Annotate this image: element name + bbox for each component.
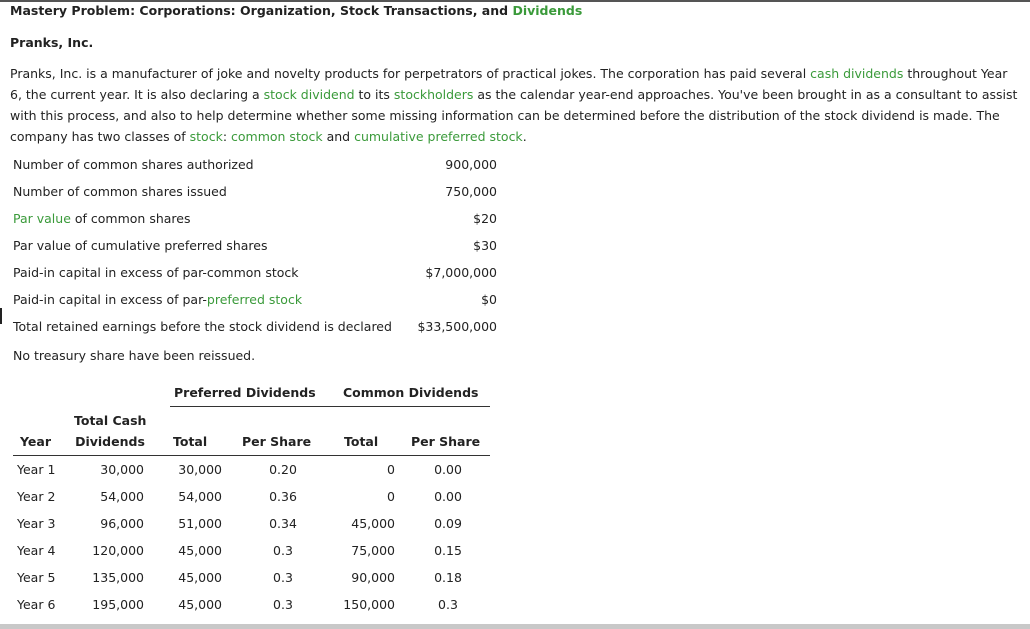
fact-value: $33,500,000 [417,319,497,334]
cumulative-preferred-stock-link[interactable]: cumulative preferred stock [354,129,523,144]
fact-label: Total retained earnings before the stock dividend is declared [13,319,392,334]
left-edge-marker [0,308,2,324]
preferred-per-share-cell: 0.36 [269,489,297,504]
intro-text-5: : [222,129,232,144]
preferred-per-share-cell: 0.20 [269,462,297,477]
common-total-cell: 0 [387,462,395,477]
total-cash-cell: 120,000 [92,543,144,558]
fact-row [13,292,499,319]
fact-label [13,292,302,307]
common-per-share-cell: 0.09 [434,516,462,531]
total-cash-header-line1: Total Cash [74,413,147,428]
intro-text-6: and [322,129,355,144]
common-total-cell: 0 [387,489,395,504]
preferred-per-share-cell: 0.3 [273,570,293,585]
page-title [10,3,582,18]
common-per-share-header: Per Share [411,434,481,449]
stockholders-link[interactable]: stockholders [393,87,474,102]
preferred-total-cell: 30,000 [178,462,222,477]
table-row [0,543,1030,563]
par-value-link[interactable]: Par value [13,211,71,226]
column-header-rule [13,455,490,456]
preferred-total-cell: 45,000 [178,570,222,585]
fact-label-rest: of common shares [70,211,191,226]
fact-label-prefix: Paid-in capital in excess of par- [13,292,207,307]
fact-label: Number of common shares issued [13,184,227,199]
table-row [0,489,1030,509]
preferred-per-share-cell: 0.3 [273,543,293,558]
preferred-total-cell: 45,000 [178,597,222,612]
total-cash-header-line2: Dividends [75,434,145,449]
common-per-share-cell: 0.15 [434,543,462,558]
preferred-total-cell: 54,000 [178,489,222,504]
year-cell: Year 5 [17,570,56,585]
fact-row [13,211,499,238]
fact-value: $20 [473,211,497,226]
common-per-share-cell: 0.18 [434,570,462,585]
preferred-total-cell: 51,000 [178,516,222,531]
table-row [0,570,1030,590]
intro-text-1: Pranks, Inc. is a manufacturer of joke and novelty products for perpetrators of practical jokes. The corporation has paid several [10,66,811,81]
cash-dividends-link[interactable]: cash dividends [810,66,904,81]
total-cash-cell: 30,000 [100,462,144,477]
total-cash-cell: 195,000 [92,597,144,612]
fact-value: $7,000,000 [425,265,497,280]
fact-label [13,211,190,226]
table-row [0,516,1030,536]
intro-text-4: as the calendar year-end approaches. You've been brought in as a consultant to assist with this process, and also to help determine whether some missing information can be determined before the distribution of the stock dividend is made. The company has two classes of [10,87,1018,144]
fact-value: $30 [473,238,497,253]
intro-text-2: throughout Year 6, the current year. It is also declaring a [10,66,1008,102]
dividends-link[interactable]: Dividends [512,3,583,18]
preferred-per-share-cell: 0.3 [273,597,293,612]
table-row [0,597,1030,617]
common-stock-link[interactable]: common stock [231,129,323,144]
stock-dividend-link[interactable]: stock dividend [263,87,355,102]
total-cash-cell: 135,000 [92,570,144,585]
preferred-dividends-header: Preferred Dividends [174,385,316,400]
top-border [0,0,1030,2]
group-header-rule [170,406,490,407]
fact-value: 750,000 [445,184,497,199]
fact-label: Paid-in capital in excess of par-common stock [13,265,299,280]
year-cell: Year 3 [17,516,56,531]
common-total-header: Total [344,434,379,449]
fact-label: Number of common shares authorized [13,157,254,172]
bottom-scroll-edge [0,624,1030,629]
year-column-header: Year [20,434,51,449]
total-cash-cell: 96,000 [100,516,144,531]
common-total-cell: 45,000 [351,516,395,531]
year-cell: Year 1 [17,462,56,477]
fact-value: $0 [481,292,497,307]
title-text: Mastery Problem: Corporations: Organization, Stock Transactions, and [10,3,513,18]
preferred-total-cell: 45,000 [178,543,222,558]
common-per-share-cell: 0.3 [438,597,458,612]
fact-row [13,184,499,211]
company-name: Pranks, Inc. [10,35,94,50]
intro-paragraph [10,63,1022,147]
year-cell: Year 6 [17,597,56,612]
common-total-cell: 75,000 [351,543,395,558]
intro-text-3: to its [354,87,394,102]
fact-row [13,319,499,346]
common-total-cell: 150,000 [343,597,395,612]
preferred-per-share-header: Per Share [242,434,312,449]
preferred-stock-link[interactable]: preferred stock [206,292,303,307]
intro-text-7: . [522,129,527,144]
common-dividends-header: Common Dividends [343,385,479,400]
stock-link[interactable]: stock [189,129,223,144]
preferred-total-header: Total [173,434,208,449]
table-row [0,462,1030,482]
common-per-share-cell: 0.00 [434,462,462,477]
fact-row [13,238,499,265]
year-cell: Year 4 [17,543,56,558]
fact-label: Par value of cumulative preferred shares [13,238,268,253]
common-total-cell: 90,000 [351,570,395,585]
fact-row [13,265,499,292]
year-cell: Year 2 [17,489,56,504]
preferred-per-share-cell: 0.34 [269,516,297,531]
fact-row [13,157,499,184]
fact-value: 900,000 [445,157,497,172]
common-per-share-cell: 0.00 [434,489,462,504]
treasury-note: No treasury share have been reissued. [13,348,256,363]
facts-list [13,157,499,346]
total-cash-cell: 54,000 [100,489,144,504]
